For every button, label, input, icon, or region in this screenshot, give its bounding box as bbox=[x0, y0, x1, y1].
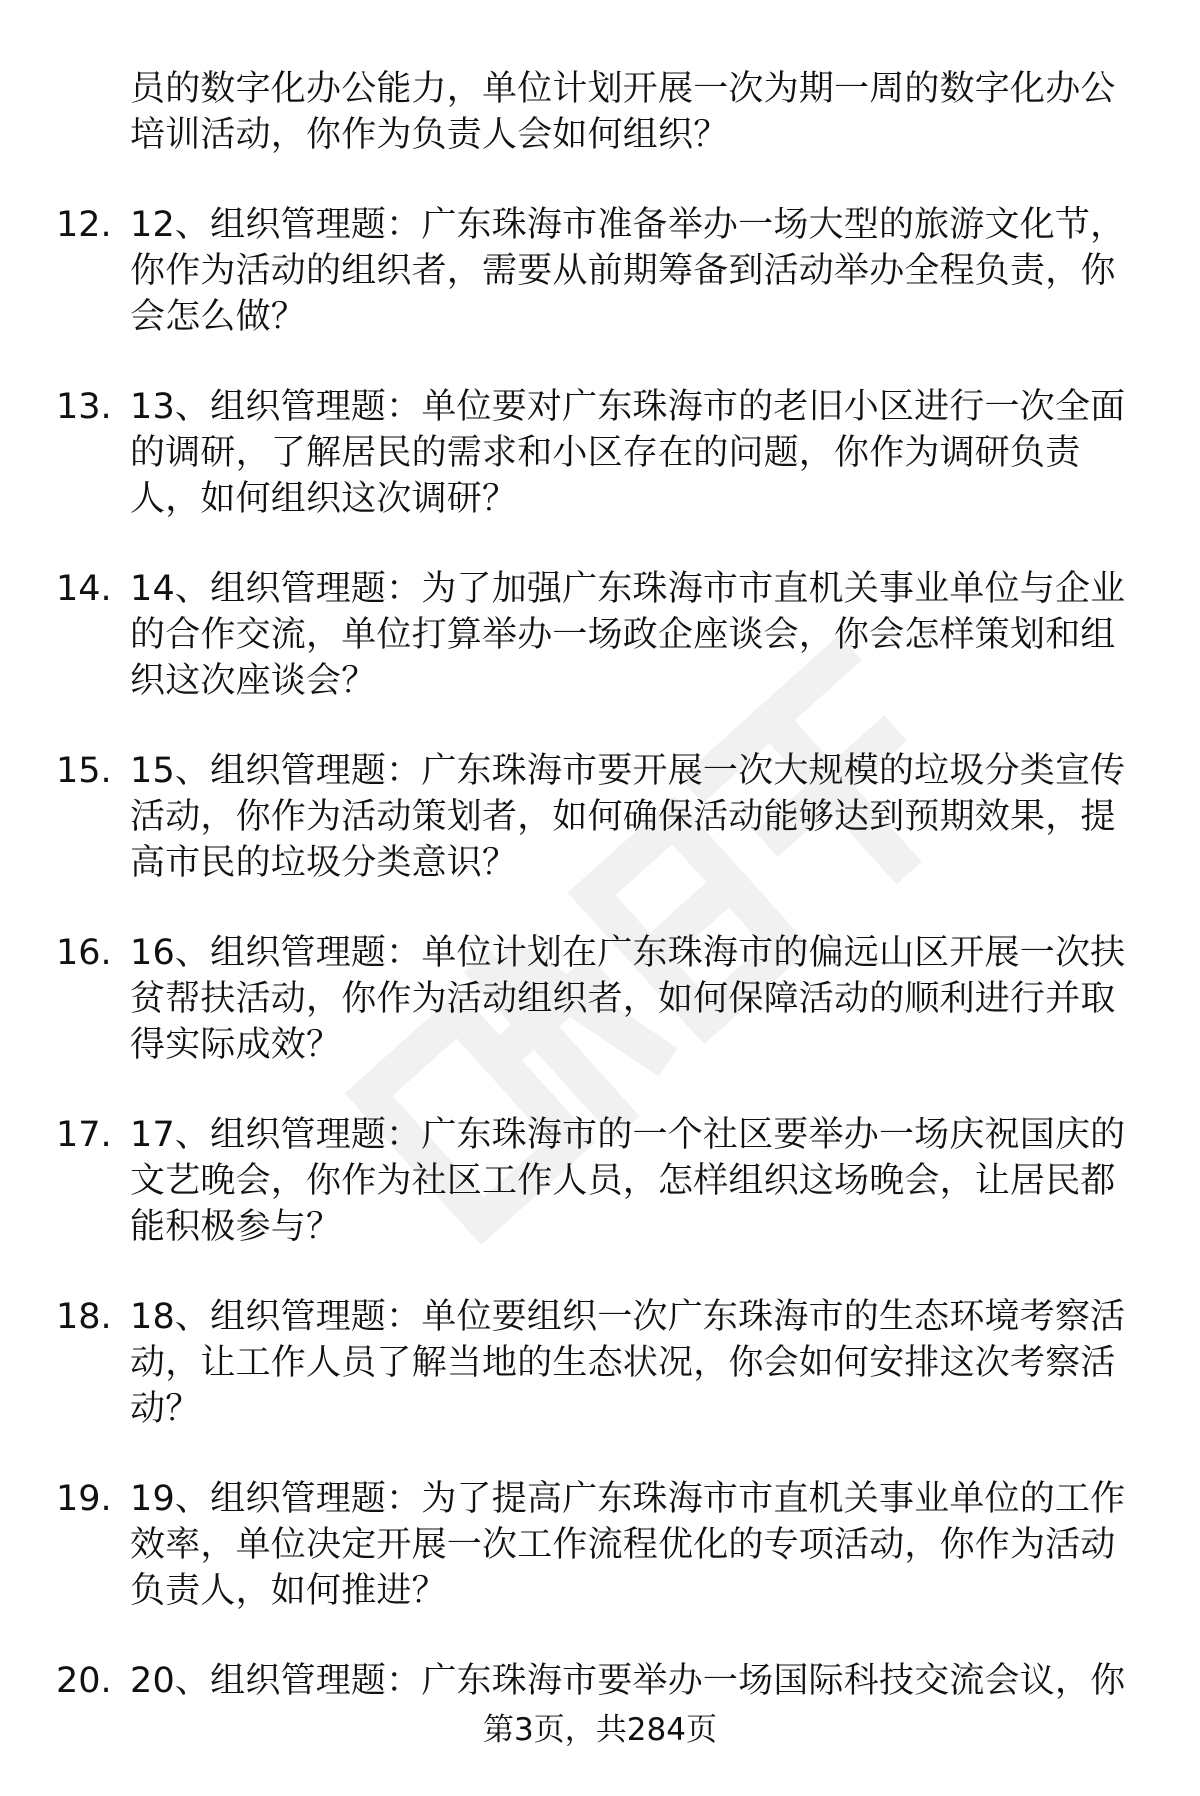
item-number: 16. bbox=[56, 933, 112, 973]
item-text: 13、组织管理题：单位要对广东珠海市的老旧小区进行一次全面的调研，了解居民的需求和小区存在的问题，你作为调研负责人，如何组织这次调研？ bbox=[130, 387, 1126, 519]
document-body bbox=[0, 66, 1200, 1796]
item-number: 20. bbox=[56, 1661, 112, 1701]
item-text: 19、组织管理题：为了提高广东珠海市市直机关事业单位的工作效率，单位决定开展一次工作流程优化的专项活动，你作为活动负责人，如何推进？ bbox=[130, 1479, 1126, 1611]
item-number: 12. bbox=[56, 205, 112, 245]
item-text: 20、组织管理题：广东珠海市要举办一场国际科技交流会议，你 bbox=[130, 1661, 1126, 1701]
item-number: 17. bbox=[56, 1115, 112, 1155]
item-number: 15. bbox=[56, 751, 112, 791]
item-number: 13. bbox=[56, 387, 112, 427]
intro-paragraph: 员的数字化办公能力，单位计划开展一次为期一周的数字化办公培训活动，你作为负责人会如何组织？ bbox=[130, 69, 1116, 155]
item-text: 16、组织管理题：单位计划在广东珠海市的偏远山区开展一次扶贫帮扶活动，你作为活动组织者，如何保障活动的顺利进行并取得实际成效？ bbox=[130, 933, 1126, 1065]
list-item bbox=[0, 202, 1200, 340]
item-text: 14、组织管理题：为了加强广东珠海市市直机关事业单位与企业的合作交流，单位打算举办一场政企座谈会，你会怎样策划和组织这次座谈会？ bbox=[130, 569, 1126, 701]
list-item bbox=[0, 384, 1200, 522]
item-text: 17、组织管理题：广东珠海市的一个社区要举办一场庆祝国庆的文艺晚会，你作为社区工作人员，怎样组织这场晚会，让居民都能积极参与？ bbox=[130, 1115, 1126, 1247]
item-number: 19. bbox=[56, 1479, 112, 1519]
item-text: 15、组织管理题：广东珠海市要开展一次大规模的垃圾分类宣传活动，你作为活动策划者，如何确保活动能够达到预期效果，提高市民的垃圾分类意识？ bbox=[130, 751, 1126, 883]
list-item bbox=[0, 1294, 1200, 1432]
list-item bbox=[0, 1112, 1200, 1250]
item-text: 12、组织管理题：广东珠海市准备举办一场大型的旅游文化节，你作为活动的组织者，需要从前期筹备到活动举办全程负责，你会怎么做？ bbox=[130, 205, 1126, 337]
page-footer: 第3页，共284页 bbox=[483, 1712, 717, 1748]
list-item bbox=[0, 930, 1200, 1068]
list-item bbox=[0, 566, 1200, 704]
item-text: 18、组织管理题：单位要组织一次广东珠海市的生态环境考察活动，让工作人员了解当地的生态状况，你会如何安排这次考察活动？ bbox=[130, 1297, 1126, 1429]
item-number: 14. bbox=[56, 569, 112, 609]
item-number: 18. bbox=[56, 1297, 112, 1337]
list-item bbox=[0, 1476, 1200, 1614]
list-item bbox=[0, 748, 1200, 886]
